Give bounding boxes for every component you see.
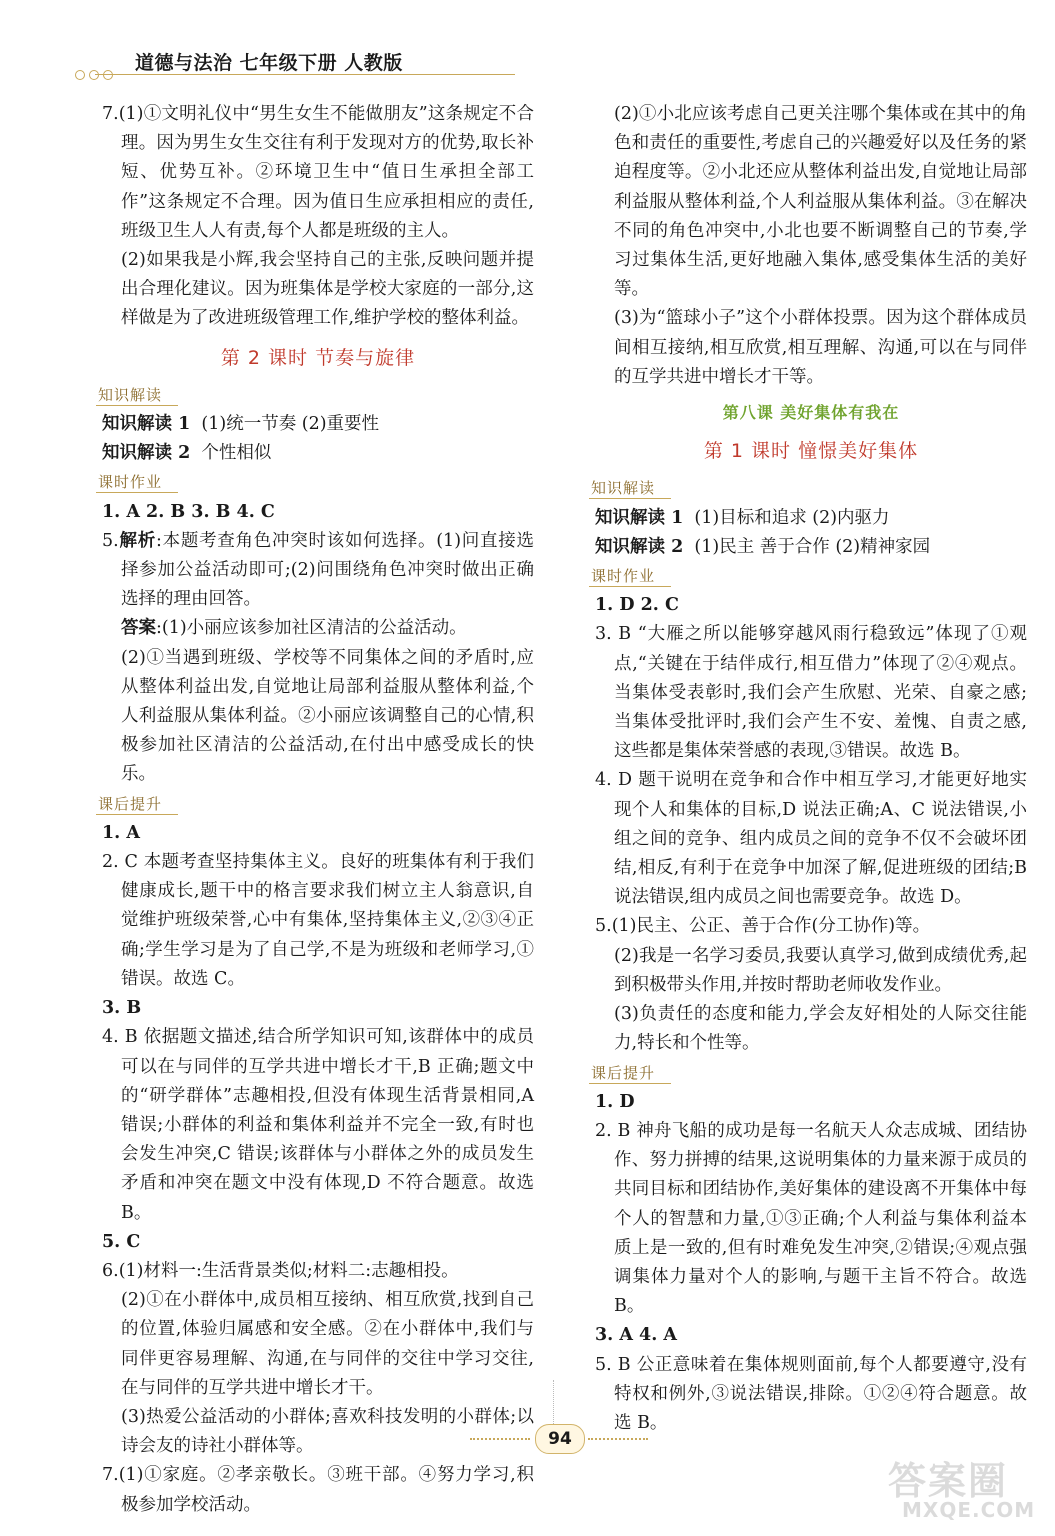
section-tag-knowledge: 知识解读 bbox=[589, 478, 671, 499]
improve-answer-5: 5. B 公正意味着在集体规则面前,每个人都要遵守,没有特权和例外,③说法错误,排除。①②④符合题意。故选 B。 bbox=[595, 1354, 1027, 1433]
homework-answers-1-4: 1. A 2. B 3. B 4. C bbox=[102, 501, 275, 522]
section-tag-knowledge: 知识解读 bbox=[96, 385, 178, 406]
improve-answer-4: 4. B 依据题文描述,结合所学知识可知,该群体中的成员可以在与同伴的互学共进中增长才干,B 正确;题文中的“研学群体”志趣相投,但没有体现生活背景相同,A 错误;小群体的利益和集体利益并不完全一致,有时也会发生冲突,C 错误;该群体与小群体之外的成员发生矛盾和冲突在题文中没有体现,D 不符合题意。故选 B。 bbox=[102, 1027, 534, 1223]
improve-answer-3: 3. B bbox=[102, 998, 142, 1019]
knowledge-item-1: 知识解读 1 (1)统一节奏 (2)重要性 bbox=[102, 414, 380, 435]
improve-answer-7-part1: 7.(1)①家庭。②孝亲敬长。③班干部。④努力学习,积极参加学校活动。 bbox=[102, 1465, 534, 1515]
improve-answer-6-part1: 6.(1)材料一:生活背景类似;材料二:志趣相投。 bbox=[102, 1260, 459, 1281]
right-column bbox=[591, 100, 1027, 1438]
knowledge-item-2: 知识解读 2 个性相似 bbox=[102, 443, 272, 464]
lesson-title: 第 2 课时 节奏与旋律 bbox=[220, 346, 416, 369]
improve-answer-6-part3: (3)热爱公益活动的小群体;喜欢科技发明的小群体;以诗会友的诗社小群体等。 bbox=[121, 1406, 534, 1457]
improve-answer-7-part3: (3)为“篮球小子”这个小群体投票。因为这个群体成员间相互接纳,相互欣赏,相互理解、沟通,可以在与同伴的互学共进中增长才干等。 bbox=[614, 308, 1027, 387]
homework-answer-5-part2: (2)①当遇到班级、学校等不同集体之间的矛盾时,应从整体利益出发,自觉地让局部利益服从整体利益,个人利益服从集体利益。②小丽应该调整自己的心情,积极参加社区清洁的公益活动,在付出中感受成长的快乐。 bbox=[121, 647, 534, 785]
page-footer bbox=[470, 1418, 650, 1458]
homework-answer-5-part3: (3)负责任的态度和能力,学会友好相处的人际交往能力,特长和个性等。 bbox=[614, 1004, 1027, 1054]
watermark-url: MXQE.COM bbox=[902, 1498, 1036, 1522]
improve-answer-1: 1. D bbox=[595, 1091, 635, 1112]
improve-answer-2: 2. B 神舟飞船的成功是每一名航天人众志成城、团结协作、努力拼搏的结果,这说明集体的力量来源于成员的共同目标和团结协作,美好集体的建设离不开集体中每个人的智慧和力量,①③正确;个人利益与集体利益本质上是一致的,但有时难免发生冲突,②错误;④观点强调集体力量对个人的影响,与题干主旨不符合。故选 B。 bbox=[595, 1120, 1027, 1317]
watermark-logo bbox=[880, 1450, 1040, 1530]
improve-answer-7-part2: (2)①小北应该考虑自己更关注哪个集体或在其中的角色和责任的重要性,考虑自己的兴趣爱好以及任务的紧迫程度等。②小北还应从整体利益出发,自觉地让局部利益服从整体利益,个人利益服从集体利益。③在解决不同的角色冲突中,小北也要不断调整自己的节奏,学习过集体生活,更好地融入集体,感受集体生活的美好等。 bbox=[614, 104, 1027, 300]
answer-7-part2: (2)如果我是小辉,我会坚持自己的主张,反映问题并提出合理化建议。因为班集体是学校大家庭的一部分,这样做是为了改进班级管理工作,维护学校的整体利益。 bbox=[121, 250, 534, 329]
homework-answer-5-answer: 答案:(1)小丽应该参加社区清洁的公益活动。 bbox=[121, 618, 467, 639]
homework-answer-3: 3. B “大雁之所以能够穿越风雨行稳致远”体现了①观点,“关键在于结伴成行,相互借力”体现了②④观点。当集体受表彰时,我们会产生欣慰、光荣、自豪之感;当集体受批评时,我们会产生不安、羞愧、自责之感,这些都是集体荣誉感的表现,③错误。故选 B。 bbox=[595, 624, 1027, 762]
page-number: 94 bbox=[535, 1424, 585, 1454]
lesson-title: 第 1 课时 憧憬美好集体 bbox=[703, 440, 919, 463]
improve-answer-2: 2. C 本题考查坚持集体主义。良好的班集体有利于我们健康成长,题干中的格言要求我们树立主人翁意识,自觉维护班级荣誉,心中有集体,坚持集体主义,②③④正确;学生学习是为了自己学,不是为班级和老师学习,①错误。故选 C。 bbox=[102, 852, 534, 989]
knowledge-item-2: 知识解读 2 (1)民主 善于合作 (2)精神家园 bbox=[595, 536, 931, 557]
chapter-title: 第八课 美好集体有我在 bbox=[722, 403, 900, 423]
homework-answer-5-part1: 5.(1)民主、公正、善于合作(分工协作)等。 bbox=[595, 916, 931, 937]
knowledge-item-1: 知识解读 1 (1)目标和追求 (2)内驱力 bbox=[595, 507, 890, 528]
improve-answer-5: 5. C bbox=[102, 1231, 141, 1252]
section-tag-homework: 课时作业 bbox=[589, 566, 671, 587]
page-header bbox=[75, 40, 515, 90]
section-tag-improve: 课后提升 bbox=[96, 794, 178, 815]
section-tag-homework: 课时作业 bbox=[96, 472, 178, 493]
watermark-text: 答案圈 bbox=[888, 1459, 1009, 1503]
footer-dots-left bbox=[470, 1438, 530, 1440]
improve-answers-3-4: 3. A 4. A bbox=[595, 1325, 677, 1346]
footer-dots-right bbox=[588, 1438, 648, 1440]
book-title: 道德与法治 七年级下册 人教版 bbox=[135, 52, 403, 74]
answer-7-part1: 7.(1)①文明礼仪中“男生女生不能做朋友”这条规定不合理。因为男生女生交往有利于发现对方的优势,取长补短、优势互补。②环境卫生中“值日生承担全部工作”这条规定不合理。因为值日生应承担相应的责任,班级卫生人人有责,每个人都是班级的主人。 bbox=[102, 104, 534, 241]
section-tag-improve: 课后提升 bbox=[589, 1063, 671, 1084]
left-column bbox=[98, 100, 534, 1520]
homework-answers-1-2: 1. D 2. C bbox=[595, 595, 679, 616]
homework-answer-5-analysis: 5.解析:本题考查角色冲突时该如何选择。(1)问直接选择参加公益活动即可;(2)问围绕角色冲突时做出正确选择的理由回答。 bbox=[102, 530, 534, 610]
homework-answer-4: 4. D 题干说明在竞争和合作中相互学习,才能更好地实现个人和集体的目标,D 说法正确;A、C 说法错误,小组之间的竞争、组内成员之间的竞争不仅不会破坏团结,相反,有利于在竞争中加深了解,促进班级的团结;B 说法错误,组内成员之间也需要竞争。故选 D。 bbox=[595, 770, 1027, 908]
improve-answer-1: 1. A bbox=[102, 822, 140, 843]
homework-answer-5-part2: (2)我是一名学习委员,我要认真学习,做到成绩优秀,起到积极带头作用,并按时帮助老师收发作业。 bbox=[614, 945, 1027, 995]
improve-answer-6-part2: (2)①在小群体中,成员相互接纳、相互欣赏,找到自己的位置,体验归属感和安全感。②在小群体中,我们与同伴更容易理解、沟通,在与同伴的交往中学习交往,在与同伴的互学共进中增长才干。 bbox=[121, 1290, 534, 1398]
